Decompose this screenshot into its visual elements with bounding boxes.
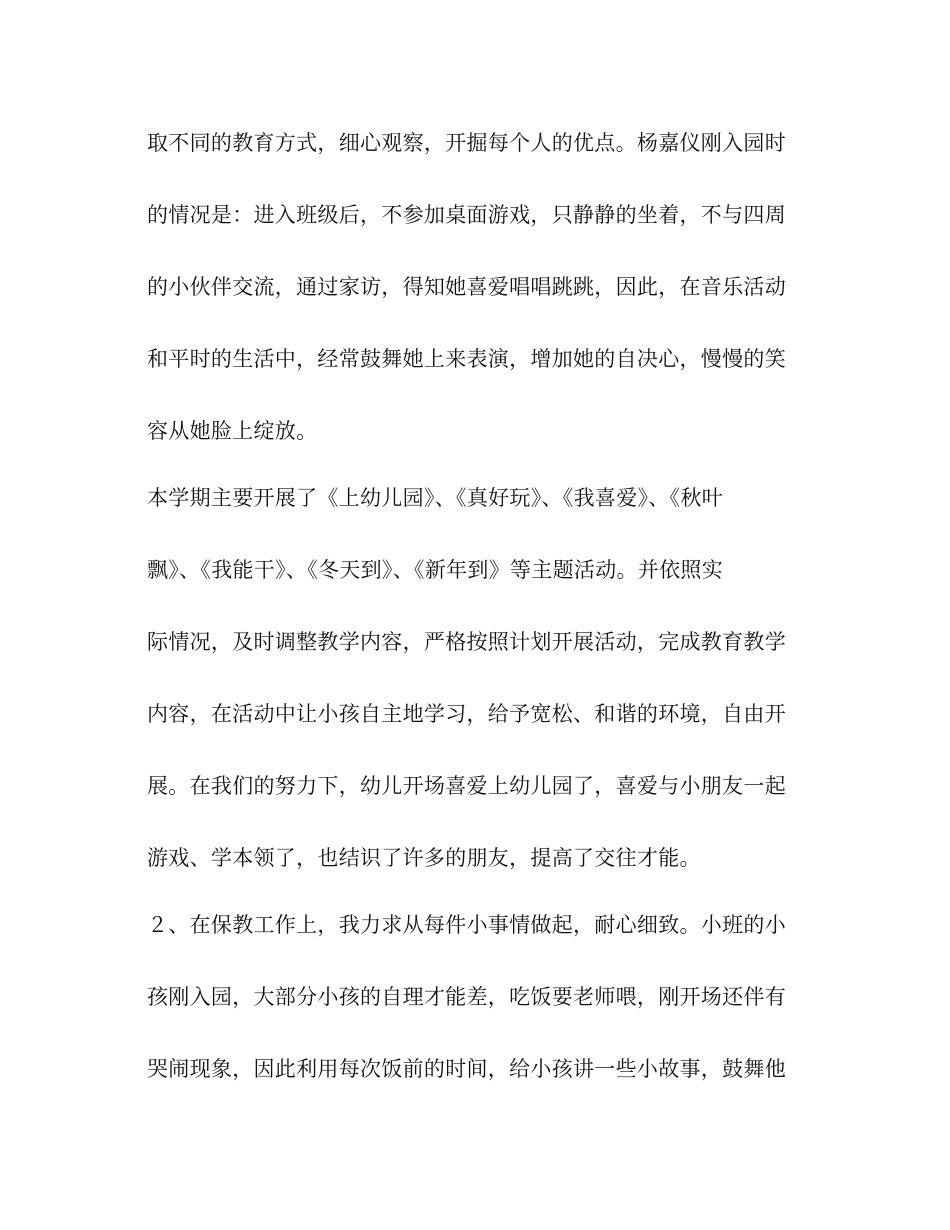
text-line: 哭闹现象，因此利用每次饭前的时间，给小孩讲一些小故事，鼓舞他 bbox=[147, 1057, 786, 1081]
text-line: ２、在保教工作上，我力求从每件小事情做起，耐心细致。小班的小 bbox=[147, 913, 786, 937]
text-line: 和平时的生活中，经常鼓舞她上来表演，增加她的自决心，慢慢的笑 bbox=[147, 347, 786, 371]
text-line: 本学期主要开展了《上幼儿园》、《真好玩》、《我喜爱》、《秋叶 bbox=[147, 486, 723, 510]
text-line: 的小伙伴交流，通过家访，得知她喜爱唱唱跳跳，因此，在音乐活动 bbox=[147, 275, 786, 299]
text-line: 游戏、学本领了，也结识了许多的朋友，提高了交往才能。 bbox=[147, 846, 701, 870]
text-line: 飘》、《我能干》、《冬天到》、《新年到》等主题活动。并依照实 bbox=[147, 558, 723, 582]
text-line: 孩刚入园，大部分小孩的自理才能差，吃饭要老师喂，刚开场还伴有 bbox=[147, 985, 786, 1009]
text-line: 际情况，及时调整教学内容，严格按照计划开展活动，完成教育教学 bbox=[147, 630, 786, 654]
text-line: 展。在我们的努力下，幼儿开场喜爱上幼儿园了，喜爱与小朋友一起 bbox=[147, 774, 786, 798]
text-line: 取不同的教育方式，细心观察，开掘每个人的优点。杨嘉仪刚入园时 bbox=[147, 131, 786, 155]
text-line: 容从她脸上绽放。 bbox=[147, 419, 318, 443]
text-line: 的情况是：进入班级后，不参加桌面游戏，只静静的坐着，不与四周 bbox=[147, 203, 786, 227]
text-line: 内容，在活动中让小孩自主地学习，给予宽松、和谐的环境，自由开 bbox=[147, 702, 786, 726]
